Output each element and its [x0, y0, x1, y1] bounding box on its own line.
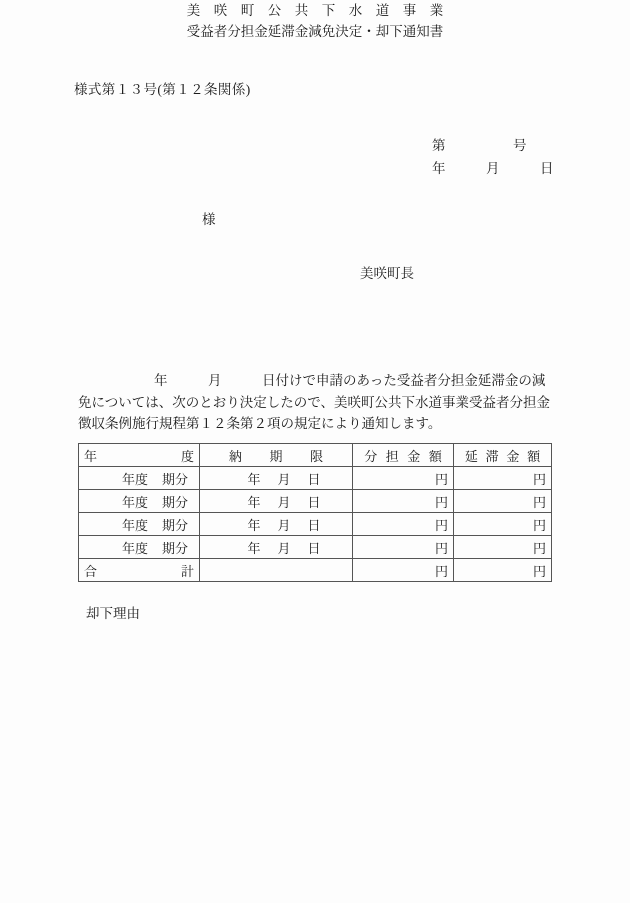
- total-due-date-cell: [200, 559, 353, 582]
- cell-due-date[interactable]: [200, 536, 353, 559]
- total-label-left: 合: [84, 563, 98, 579]
- cell-date-month: 月: [277, 494, 291, 510]
- header-buntan-char-2: 担: [385, 448, 399, 464]
- header-cell-due-date: [200, 444, 353, 467]
- cell-date-day: 日: [307, 494, 321, 510]
- cell-date-day: 日: [307, 517, 321, 533]
- document-number-field: 第 号: [432, 138, 527, 153]
- header-buntan-char-1: 分: [364, 448, 378, 464]
- header-cell-late-fee-amount: [454, 444, 552, 467]
- cell-due-date[interactable]: [200, 513, 353, 536]
- cell-nendo-term: 期分: [161, 517, 188, 533]
- rejection-reason-label: 却下理由: [86, 606, 140, 621]
- table-total-row: [79, 559, 552, 582]
- header-entai-char-4: 額: [527, 448, 541, 464]
- cell-contribution-amount[interactable]: 円: [353, 513, 454, 536]
- cell-contribution-amount[interactable]: 円: [353, 467, 454, 490]
- cell-date-year: 年: [247, 540, 261, 556]
- table-row: [79, 467, 552, 490]
- form-number-label: 様式第１３号(第１２条関係): [74, 82, 251, 97]
- cell-due-date[interactable]: [200, 467, 353, 490]
- cell-nendo-term: 期分: [161, 471, 188, 487]
- total-label-cell: [79, 559, 200, 582]
- header-entai-char-2: 滞: [485, 448, 499, 464]
- cell-late-fee-amount[interactable]: 円: [454, 536, 552, 559]
- document-title: [0, 0, 630, 42]
- document-date-field: 年 月 日: [432, 161, 554, 176]
- body-paragraph: [78, 370, 552, 435]
- cell-fiscal-year[interactable]: [79, 513, 200, 536]
- cell-contribution-amount[interactable]: 円: [353, 490, 454, 513]
- table-row: [79, 513, 552, 536]
- cell-date-year: 年: [247, 517, 261, 533]
- table-row: [79, 490, 552, 513]
- cell-late-fee-amount[interactable]: 円: [454, 513, 552, 536]
- header-entai-char-3: 金: [506, 448, 520, 464]
- header-buntan-char-4: 額: [428, 448, 442, 464]
- cell-fiscal-year[interactable]: [79, 490, 200, 513]
- body-paragraph-text: 付けで申請のあった受益者分担金延滞金の減免については、次のとおり決定したので、美咲町公共下水道事業受益者分担金徴収条例施行規程第１２条第２項の規定により通知します。: [78, 373, 550, 431]
- cell-fiscal-year[interactable]: [79, 536, 200, 559]
- cell-date-year: 年: [247, 494, 261, 510]
- cell-date-month: 月: [277, 540, 291, 556]
- header-cell-contribution-amount: [353, 444, 454, 467]
- addressee-honorific: 様: [202, 212, 216, 227]
- header-entai-char-1: 延: [464, 448, 478, 464]
- document-title-line-2: 受益者分担金延滞金減免決定・却下通知書: [186, 24, 444, 39]
- cell-contribution-amount[interactable]: 円: [353, 536, 454, 559]
- table-header-row: [79, 444, 552, 467]
- header-buntan-char-3: 金: [407, 448, 421, 464]
- cell-date-month: 月: [277, 471, 291, 487]
- header-nendo-right: 度: [180, 448, 194, 464]
- total-label-right: 計: [180, 563, 194, 579]
- cell-nendo-term: 期分: [161, 494, 188, 510]
- header-cell-fiscal-year: [79, 444, 200, 467]
- issuer-name: 美咲町長: [360, 266, 414, 281]
- cell-date-day: 日: [307, 540, 321, 556]
- total-contribution-amount[interactable]: 円: [353, 559, 454, 582]
- cell-late-fee-amount[interactable]: 円: [454, 467, 552, 490]
- payment-table: [78, 443, 552, 582]
- body-application-date-blank: 年 月 日: [154, 373, 276, 388]
- header-nendo-left: 年: [84, 448, 98, 464]
- header-kigen-char-2: 期: [269, 448, 283, 464]
- cell-nendo-unit: 年度: [121, 540, 148, 556]
- cell-date-day: 日: [307, 471, 321, 487]
- table-row: [79, 536, 552, 559]
- cell-nendo-unit: 年度: [121, 494, 148, 510]
- cell-nendo-term: 期分: [161, 540, 188, 556]
- cell-due-date[interactable]: [200, 490, 353, 513]
- cell-late-fee-amount[interactable]: 円: [454, 490, 552, 513]
- cell-fiscal-year[interactable]: [79, 467, 200, 490]
- document-title-line-1: 美 咲 町 公 共 下 水 道 事 業: [186, 3, 444, 18]
- cell-nendo-unit: 年度: [121, 517, 148, 533]
- total-late-fee-amount[interactable]: 円: [454, 559, 552, 582]
- header-kigen-char-3: 限: [310, 448, 324, 464]
- cell-date-year: 年: [247, 471, 261, 487]
- cell-date-month: 月: [277, 517, 291, 533]
- header-kigen-char-1: 納: [228, 448, 242, 464]
- cell-nendo-unit: 年度: [121, 471, 148, 487]
